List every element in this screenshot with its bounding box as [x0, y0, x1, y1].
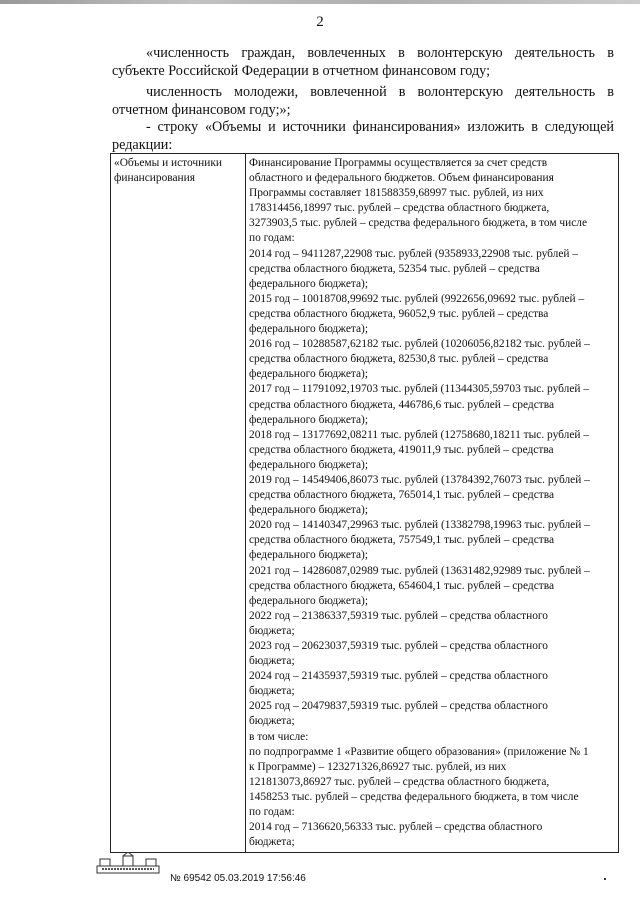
financing-content-line: средства областного бюджета, 419011,9 тыс. рублей – средства — [249, 443, 554, 456]
financing-content-line: 2025 год – 20479837,59319 тыс. рублей – средства областного — [249, 700, 548, 713]
financing-content-line: в том числе: — [249, 730, 309, 743]
financing-content-line: бюджета; — [249, 715, 295, 728]
page-number: 2 — [316, 14, 324, 30]
intro-paragraph-2 — [112, 83, 614, 119]
financing-content-line: средства областного бюджета, 757549,1 тыс. рублей – средства — [249, 534, 555, 547]
document-stamp: № 69542 05.03.2019 17:56:46 — [170, 873, 306, 884]
financing-content-line: 2015 год – 10018708,99692 тыс. рублей (9922656,09692 тыс. рублей – — [249, 292, 585, 305]
financing-content-line: 2019 год – 14549406,86073 тыс. рублей (13784392,76073 тыс. рублей – — [249, 473, 590, 486]
intro-p2-line1: численность молодежи, вовлеченной в волонтерскую деятельность в — [146, 84, 614, 100]
financing-content-line: федерального бюджета); — [249, 368, 369, 381]
financing-content-line: 2023 год – 20623037,59319 тыс. рублей – средства областного — [249, 640, 548, 652]
intro-p1-line2: субъекте Российской Федерации в отчетном финансовом году; — [112, 63, 491, 79]
financing-content-line: 1458253 тыс. рублей – средства федерального бюджета, в том числе — [249, 790, 579, 803]
financing-content-line: бюджета; — [249, 685, 295, 698]
financing-content-line: федерального бюджета); — [249, 504, 369, 517]
financing-content-line: средства областного бюджета, 82530,8 тыс. рублей – средства — [249, 353, 549, 366]
scan-speck — [604, 878, 606, 880]
financing-content-line: федерального бюджета); — [249, 413, 369, 426]
financing-content-line: 2014 год – 7136620,56333 тыс. рублей – средства областного — [249, 821, 543, 834]
financing-content-line: по годам: — [249, 806, 295, 819]
intro-p2-line2: отчетном финансовом году;»; — [112, 102, 291, 118]
intro-p3-line2: редакции: — [112, 137, 173, 153]
financing-content-line: Финансирование Программы осуществляется за счет средств — [249, 157, 548, 169]
financing-content-cell — [246, 154, 619, 853]
financing-content-line: федерального бюджета); — [249, 549, 369, 562]
financing-label-line: финансирования — [114, 172, 195, 185]
financing-content-line: бюджета; — [249, 655, 295, 668]
scan-edge — [0, 0, 640, 4]
intro-paragraph-3 — [112, 118, 614, 154]
financing-content-line: к Программе) – 123271326,86927 тыс. рублей, из них — [249, 760, 507, 773]
financing-content-line: 3273903,5 тыс. рублей – средства федерального бюджета, в том числе — [249, 217, 588, 230]
financing-content-line: 2022 год – 21386337,59319 тыс. рублей – средства областного — [249, 609, 548, 622]
financing-content-line: 2024 год – 21435937,59319 тыс. рублей – средства областного — [249, 670, 548, 683]
intro-p1-line1: «численность граждан, вовлеченных в волонтерскую деятельность в — [146, 45, 614, 61]
financing-content-line: федерального бюджета); — [249, 323, 369, 336]
financing-content-line: областного и федерального бюджетов. Объем финансирования — [249, 172, 554, 185]
financing-content-line: средства областного бюджета, 446786,6 тыс. рублей – средства — [249, 398, 555, 411]
financing-content-line: 178314456,18997 тыс. рублей – средства областного бюджета, — [249, 202, 550, 215]
financing-content-line: средства областного бюджета, 96052,9 тыс. рублей – средства — [249, 307, 549, 320]
financing-content-line: 2014 год – 9411287,22908 тыс. рублей (9358933,22908 тыс. рублей – — [249, 247, 579, 260]
financing-content-line: 121813073,86927 тыс. рублей – средства областного бюджета, — [249, 775, 550, 788]
financing-content-line: Программы составляет 181588359,68997 тыс. рублей, из них — [249, 187, 544, 200]
financing-content-line: средства областного бюджета, 52354 тыс. рублей – средства — [249, 262, 540, 275]
financing-content-line: федерального бюджета); — [249, 277, 369, 290]
financing-content-line: 2020 год – 14140347,29963 тыс. рублей (13382798,19963 тыс. рублей – — [249, 519, 590, 532]
financing-content-line: 2017 год – 11791092,19703 тыс. рублей (11344305,59703 тыс. рублей – — [249, 383, 590, 396]
financing-content-line: бюджета; — [249, 624, 295, 637]
financing-label-cell — [111, 154, 246, 853]
financing-content-line: 2016 год – 10288587,62182 тыс. рублей (10206056,82182 тыс. рублей – — [249, 338, 590, 351]
financing-table — [110, 153, 619, 853]
financing-content-line: федерального бюджета); — [249, 458, 369, 471]
document-logo-icon — [96, 852, 160, 874]
intro-p3-line1: - строку «Объемы и источники финансирования» изложить в следующей — [146, 119, 614, 135]
intro-paragraph-1 — [112, 44, 614, 80]
financing-content-line: федерального бюджета); — [249, 594, 369, 607]
financing-content-line: 2021 год – 14286087,02989 тыс. рублей (13631482,92989 тыс. рублей – — [249, 564, 590, 577]
financing-label-line: «Объемы и источники — [114, 157, 222, 169]
financing-content-line: средства областного бюджета, 654604,1 тыс. рублей – средства — [249, 579, 555, 592]
financing-content-line: бюджета; — [249, 836, 295, 849]
financing-content-line: 2018 год – 13177692,08211 тыс. рублей (12758680,18211 тыс. рублей – — [249, 428, 590, 441]
financing-row — [111, 154, 619, 853]
financing-content-line: по годам: — [249, 232, 295, 245]
financing-content-line: по подпрограмме 1 «Развитие общего образования» (приложение № 1 — [249, 745, 589, 758]
financing-content-line: средства областного бюджета, 765014,1 тыс. рублей – средства — [249, 489, 555, 502]
